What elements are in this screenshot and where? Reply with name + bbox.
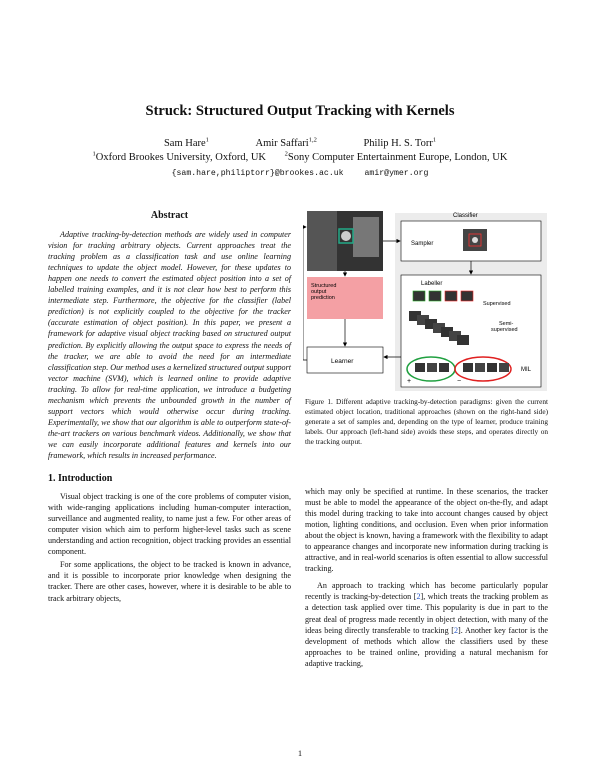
sample-frames (463, 229, 487, 251)
author (363, 138, 436, 149)
left-column (48, 210, 291, 604)
affiliation (285, 152, 508, 163)
author (256, 138, 317, 149)
sampler-label: Sampler (411, 241, 434, 247)
structured-output-label: output (311, 289, 327, 295)
affiliation-list (0, 152, 600, 163)
email: {sam.hare,philiptorr}@brookes.ac.uk (171, 169, 344, 178)
email-list (0, 169, 600, 178)
semi-supervised-label: supervised (491, 327, 518, 333)
page-number: 1 (297, 748, 303, 758)
intro-paragraph-1: Visual object tracking is one of the core problems of computer vision, with wide-ranging applications including human-computer interaction, surveillance and augmented reality, to name just a few. For other areas of computer vision which aim to perform higher-level tasks such as scene understanding and action recognition, object tracking provides an essential component. (48, 492, 291, 557)
affiliation-text: Sony Computer Entertainment Europe, London, UK (287, 152, 508, 163)
author-list (0, 138, 600, 149)
author-name: Amir Saffari (255, 138, 309, 149)
figure-1-caption: Figure 1. Different adaptive tracking-by-detection paradigms: given the current estimated object location, traditional approaches (shown on the right-hand side) generate a set of samples and, depending on the type of learner, produce training labels. Our approach (left-hand side) avoids these steps, and operates directly on the tracking output. (305, 397, 548, 446)
email: amir@ymer.org (364, 169, 429, 178)
plus-label: + (407, 378, 412, 385)
author-sup: 1 (432, 136, 437, 144)
mil-label: MIL (521, 367, 532, 373)
intro-paragraph-2: For some applications, the object to be tracked is known in advance, and it is possible to incorporate prior knowledge when designing the tracker. There are other cases, however, where it is desirable to be able to track arbitrary objects, (48, 560, 291, 603)
text-run: ]. Another key factor is the development of methods which allow the classifiers used by these approaches to be trained online, providing a natural mechanism for adaptive tracking, (305, 625, 548, 668)
semi-supervised-label: Semi- (499, 321, 514, 327)
learner-label: Learner (331, 358, 354, 365)
author-sup: 1,2 (308, 136, 317, 144)
affiliation-text: Oxford Brookes University, Oxford, UK (95, 152, 266, 163)
supervised-label: Supervised (483, 301, 511, 307)
citation-link[interactable]: 2 (454, 625, 459, 635)
intro-paragraph-3 (305, 580, 548, 668)
author-name: Philip H. S. Torr (363, 138, 433, 149)
affiliation-sup: 1 (92, 150, 96, 158)
right-column (305, 486, 548, 669)
abstract-text: Adaptive tracking-by-detection methods are widely used in computer vision for tracking arbitrary objects. Current approaches treat the tracking problem as a classification task and use online learning techniques to update the object model. However, for these updates to happen one needs to convert the estimated object position into a set of labelled training examples, and it is not clear how best to perform this intermediate step. Furthermore, the objective for the classifier (label prediction) is not explicitly coupled to the objective for the tracker (accurate estimation of object position). In this paper, we present a framework for adaptive visual object tracking based on structured output prediction. By explicitly allowing the output space to express the needs of the tracker, we are able to avoid the need for an intermediate classification step. Our method uses a kernelized structured output support vector machine (SVM), which is learned online to provide adaptive tracking. To allow for real-time application, we introduce a budgeting mechanism which prevents the unbounded growth in the number of support vectors which would otherwise occur during tracking. Experimentally, we show that our algorithm is able to outperform state-of-the-art trackers on various benchmark videos. Additionally, we show that we can easily incorporate additional features and kernels into our framework, which results in increased performance. (48, 230, 291, 460)
affiliation-sup: 2 (284, 150, 288, 158)
minus-label: − (457, 378, 462, 385)
section-heading-introduction: 1. Introduction (48, 473, 113, 485)
intro-continued-paragraph: which may only be specified at runtime. In these scenarios, the tracker must be able to model the appearance of the object on-the-fly, and adapt this model during tracking to take into account changes caused by object motion, lighting conditions, and occlusion. Even when prior information about the object is known, having a framework with the flexibility to adapt to appearance changes and incorporate new information during tracking is attractive, and in real-world scenarios is often essential to allow successful tracking. (305, 487, 548, 574)
author (164, 138, 209, 149)
labeller-label: Labeller (421, 281, 443, 287)
author-sup: 1 (205, 136, 209, 144)
figure-1-diagram (303, 207, 552, 392)
author-name: Sam Hare (163, 138, 206, 149)
text-run: An approach to tracking which has become particularly popular recently is tracking-by-detection [ (305, 581, 548, 602)
text-run: ], which treats the tracking problem as a detection task applied over time. This popularity is due in part to the great deal of progress made recently in object detection, with many of the ideas being directly transferable to tracking [ (305, 592, 548, 635)
classifier-label: Classifier (453, 213, 478, 219)
structured-output-label: prediction (311, 295, 335, 301)
video-frame-photo (307, 211, 383, 271)
citation-link[interactable]: 2 (416, 592, 421, 602)
abstract-heading: Abstract (150, 210, 189, 221)
tracking-paradigm-diagram (303, 207, 552, 392)
affiliation (93, 152, 266, 163)
structured-output-label: Structured (311, 283, 337, 289)
paper-title: Struck: Structured Output Tracking with Kernels (145, 103, 455, 119)
